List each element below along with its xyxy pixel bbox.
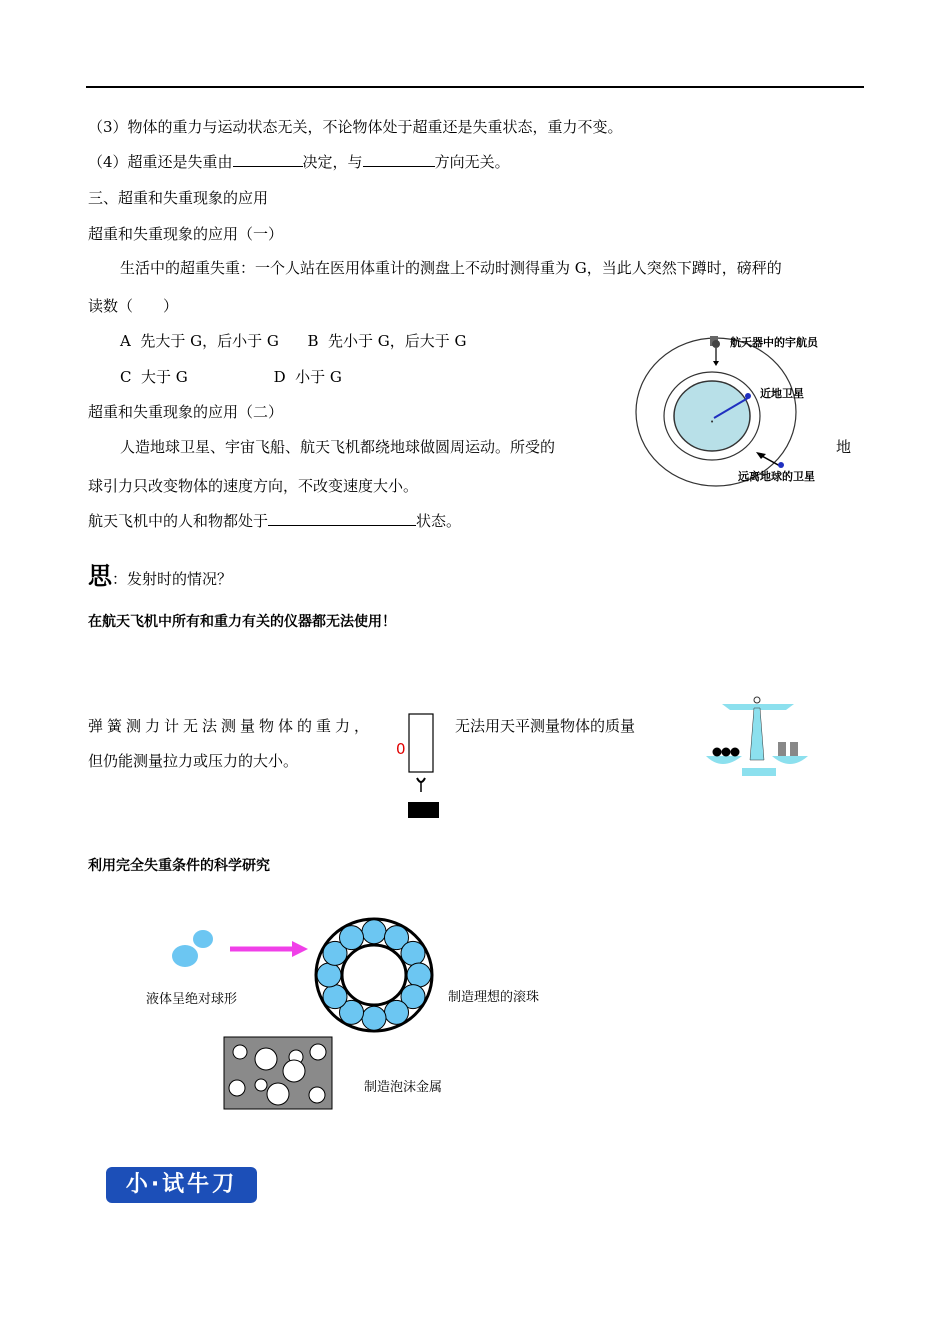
satellite-line-a: 人造地球卫星、宇宙飞船、航天飞机都绕地球做圆周运动。所受的	[120, 438, 556, 456]
practice-badge: 小·试牛刀	[106, 1167, 257, 1203]
bearing-inner	[342, 945, 406, 1005]
bearing-bead	[385, 1000, 409, 1024]
bearing-bead	[323, 985, 347, 1009]
spring-body	[409, 714, 433, 772]
application-1-heading: 超重和失重现象的应用（一）	[88, 225, 284, 243]
question-1-line-a: 生活中的超重失重：一个人站在医用体重计的测盘上不动时测得重为 G，当此人突然下蹲时，磅秤的	[120, 259, 782, 277]
options-ab: A 先大于 G，后小于 G B 先小于 G，后大于 G	[120, 332, 467, 350]
satellite-line-a-end: 地	[836, 438, 852, 456]
balance-scale	[700, 690, 815, 785]
shuttle-line	[88, 511, 461, 531]
bearing-bead	[407, 963, 431, 987]
bearing-bead	[340, 926, 364, 950]
research-heading: 利用完全失重条件的科学研究	[88, 858, 270, 874]
shuttle-end: 状态。	[416, 512, 462, 530]
foam-hole	[255, 1048, 277, 1070]
bearing-bead	[362, 920, 386, 944]
astronaut-label: 航天器中的宇航员	[730, 336, 818, 349]
balance-pillar	[750, 708, 764, 760]
droplet-small	[193, 930, 213, 948]
bearing-label: 制造理想的滚珠	[448, 990, 540, 1005]
balance-base	[742, 768, 776, 776]
think-prompt	[88, 556, 232, 591]
droplet-large	[172, 945, 198, 967]
blank-1	[233, 152, 303, 167]
earth-mark: •	[710, 418, 715, 426]
foam-metal	[222, 1035, 334, 1111]
weight-1	[778, 742, 786, 756]
right-pan	[772, 756, 808, 764]
bearing-ring	[312, 915, 436, 1035]
think-big-char: 思	[88, 562, 112, 590]
mass-ball-2	[722, 748, 731, 757]
weight-block	[408, 802, 439, 818]
spring-zero-mark: 0	[396, 740, 406, 758]
spring-scale	[395, 710, 445, 822]
satellite-line-b: 球引力只改变物体的速度方向，不改变速度大小。	[88, 477, 419, 495]
options-cd: C 大于 G D 小于 G	[120, 368, 342, 386]
shuttle-start: 航天飞机中的人和物都处于	[88, 512, 269, 530]
transform-arrow-head	[292, 941, 308, 957]
blank-2	[363, 152, 435, 167]
foam-hole	[233, 1045, 247, 1059]
foam-label: 制造泡沫金属	[364, 1080, 443, 1095]
earth-circle	[674, 381, 750, 451]
think-text: ：发射时的情况？	[112, 570, 233, 588]
bearing-bead	[317, 963, 341, 987]
near-sat-label: 近地卫星	[760, 387, 804, 400]
bearing-bead	[401, 941, 425, 965]
foam-hole	[255, 1079, 267, 1091]
left-pan	[706, 756, 742, 764]
liquid-label: 液体呈绝对球形	[146, 992, 238, 1007]
mass-ball-3	[731, 748, 740, 757]
liquid-droplets	[168, 925, 313, 975]
point-3: （3）物体的重力与运动状态无关，不论物体处于超重还是失重状态，重力不变。	[88, 118, 623, 136]
header-rule	[86, 86, 864, 88]
point-4-start: （4）超重还是失重由	[88, 153, 233, 171]
application-2-heading: 超重和失重现象的应用（二）	[88, 403, 284, 421]
mass-ball-1	[713, 748, 722, 757]
astronaut-figure	[710, 336, 720, 366]
far-sat-arrow	[762, 456, 780, 466]
orbit-diagram	[630, 330, 830, 490]
spring-line-b: 但仍能测量拉力或压力的大小。	[88, 752, 299, 770]
point-4-end: 方向无关。	[434, 153, 510, 171]
blank-3	[268, 511, 416, 526]
foam-hole	[267, 1083, 289, 1105]
near-sat-dot	[745, 393, 751, 399]
bearing-bead	[362, 1006, 386, 1030]
far-sat-label: 远离地球的卫星	[738, 470, 815, 483]
foam-hole	[283, 1060, 305, 1082]
instruments-heading: 在航天飞机中所有和重力有关的仪器都无法使用！	[88, 614, 396, 630]
foam-hole	[309, 1087, 325, 1103]
section-3-heading: 三、超重和失重现象的应用	[88, 189, 269, 207]
point-4	[88, 152, 510, 172]
balance-text: 无法用天平测量物体的质量	[455, 717, 636, 735]
question-1-line-b: 读数（ ）	[88, 297, 179, 315]
spring-line-a: 弹簧测力计无法测量物体的重力，	[88, 717, 374, 735]
weight-2	[790, 742, 798, 756]
spring-hook	[417, 778, 425, 782]
foam-hole	[229, 1080, 245, 1096]
point-4-mid: 决定，与	[302, 153, 363, 171]
foam-hole	[310, 1044, 326, 1060]
balance-pivot	[754, 697, 760, 703]
